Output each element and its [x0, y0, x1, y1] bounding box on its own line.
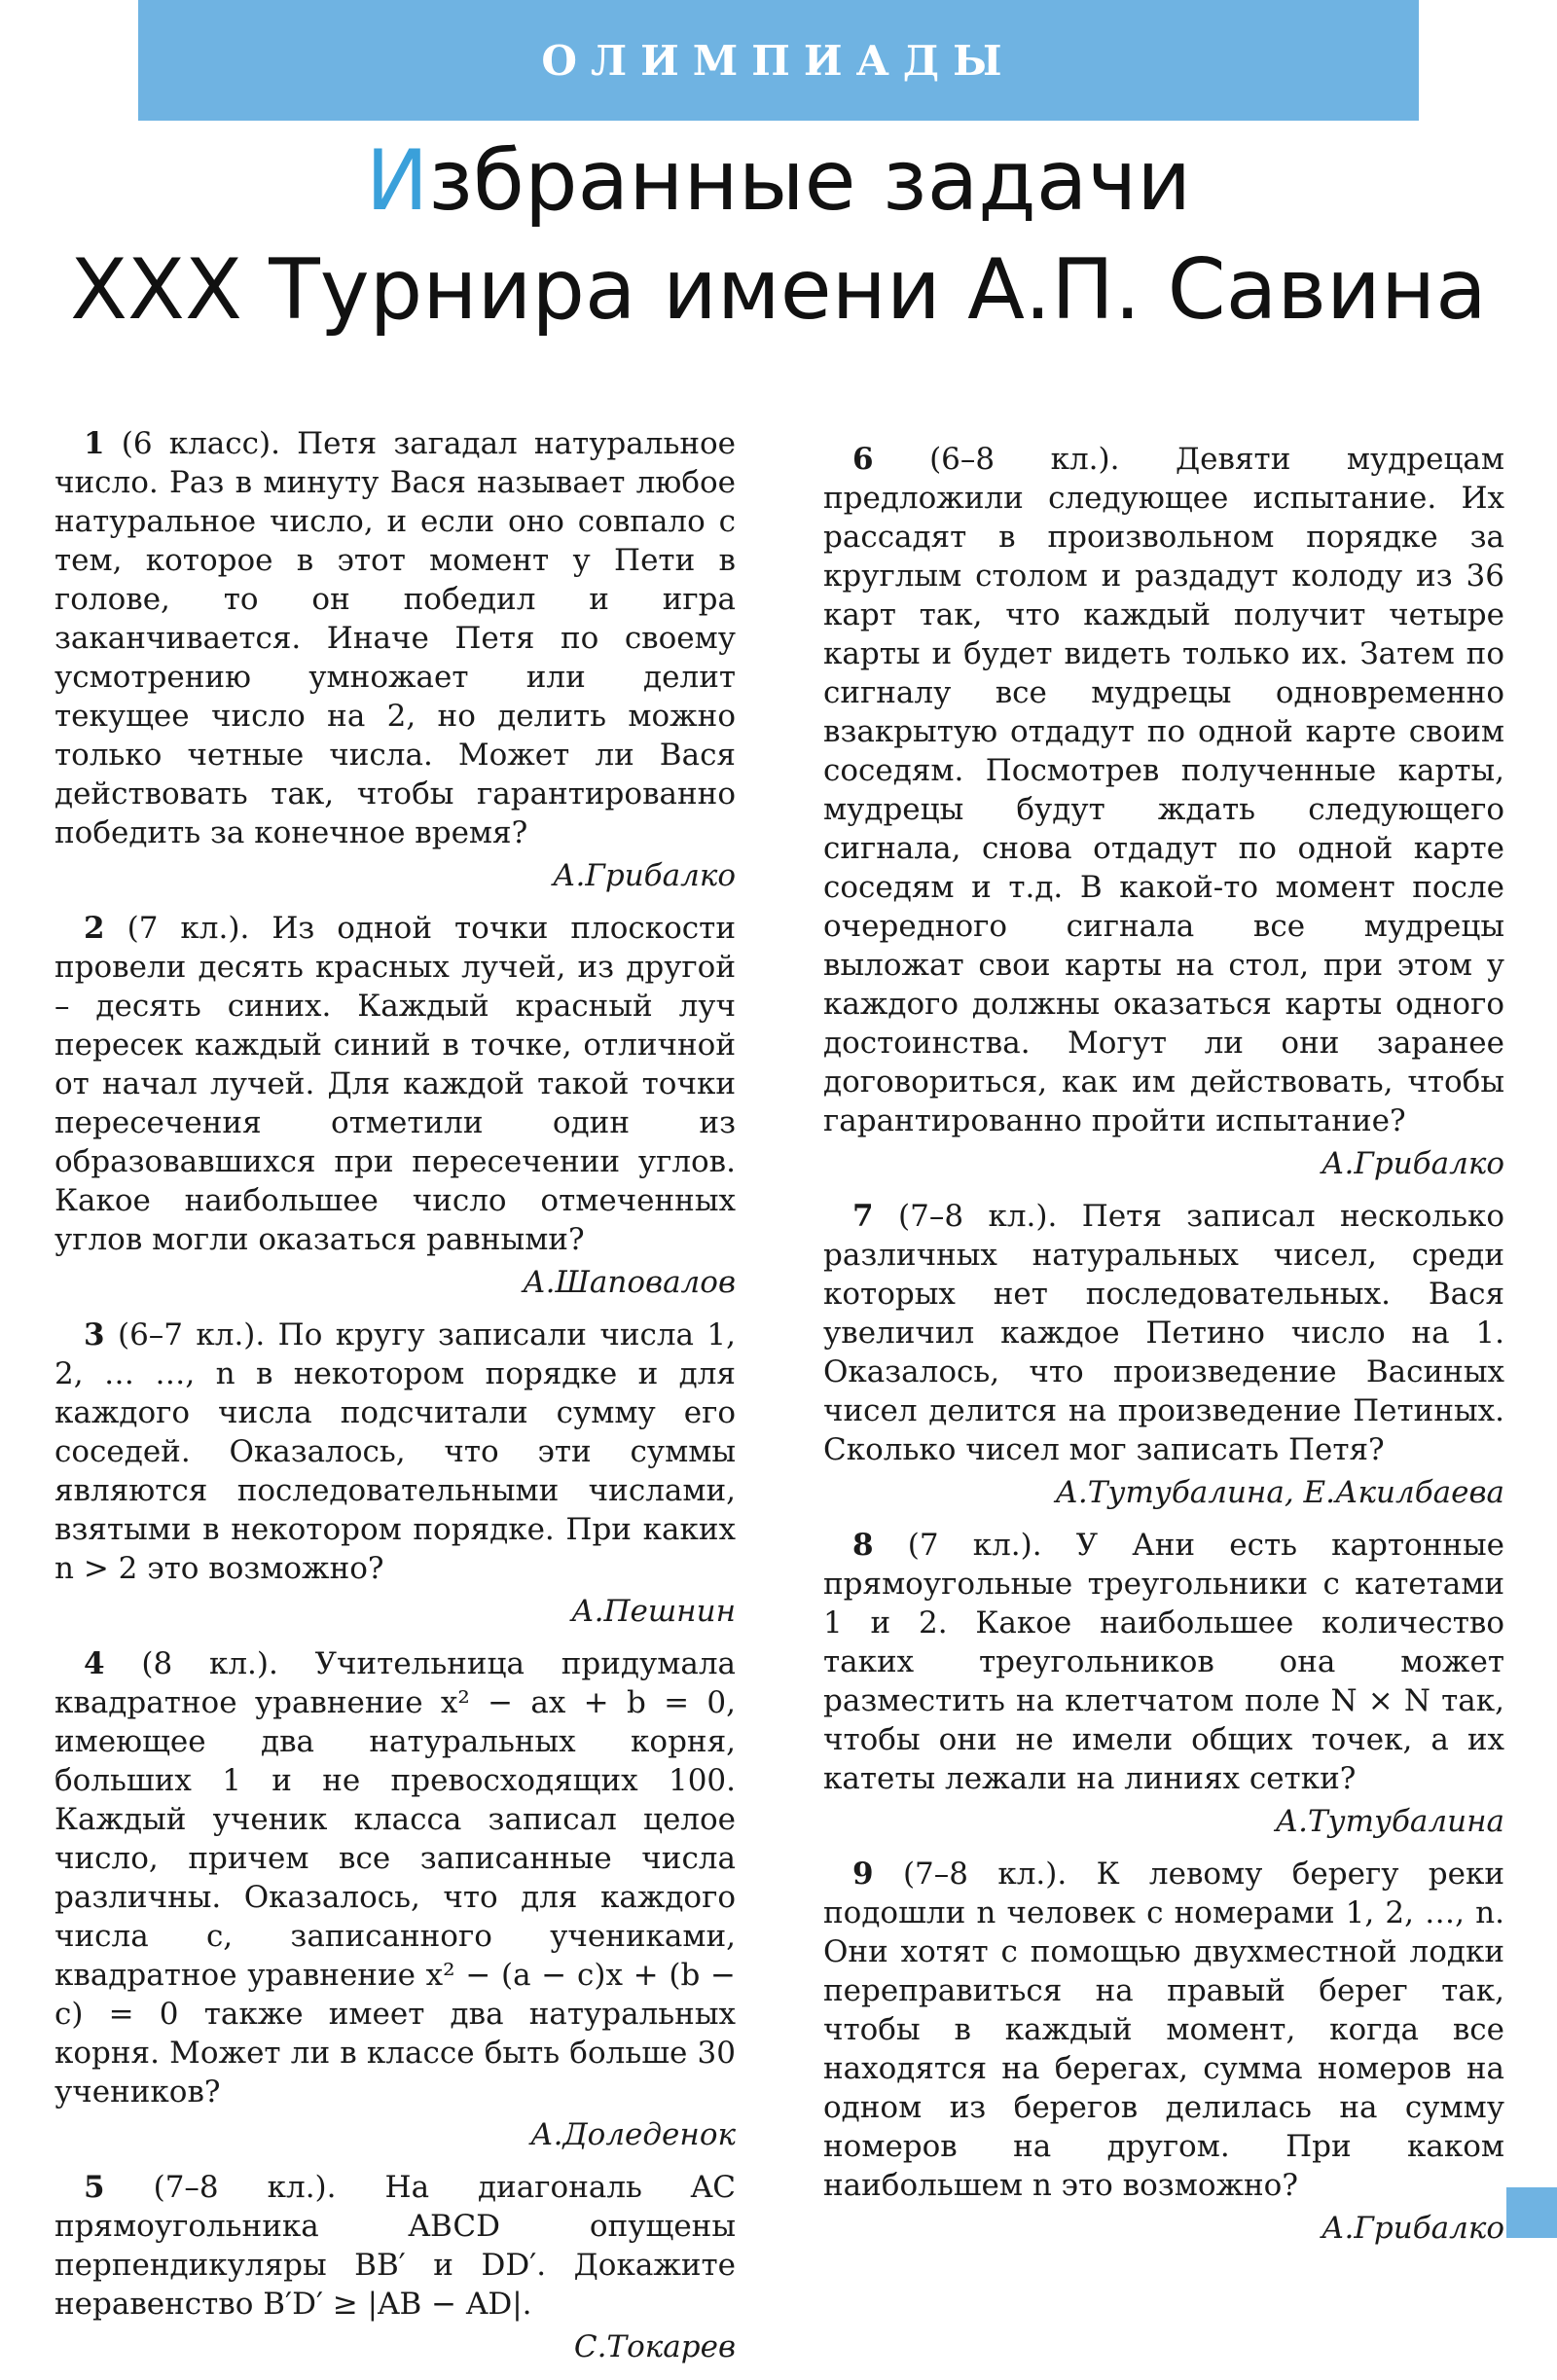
- problem-number: 5: [84, 2170, 105, 2205]
- problem-grade: (6–7 кл.).: [117, 1317, 266, 1352]
- problem-number: 8: [852, 1528, 874, 1563]
- problem-8: [823, 1526, 1504, 1841]
- problem-text: По кругу записали числа 1, 2, … …, n в некотором порядке и для каждого числа подсчитали сумму его соседей. Оказалось, что эти суммы являются последовательными числами, взятыми в некотором порядке. При каких n > 2 это возможно?: [54, 1317, 736, 1586]
- problem-grade: (8 кл.).: [141, 1646, 278, 1681]
- left-column: [54, 424, 736, 2380]
- problem-number: 3: [84, 1317, 105, 1352]
- problem-3: [54, 1316, 736, 1631]
- problem-number: 2: [84, 911, 105, 946]
- section-label: ОЛИМПИАДЫ: [541, 36, 1016, 85]
- problem-number: 1: [84, 426, 105, 461]
- problem-text: Петя записал несколько различных натуральных чисел, среди которых нет последовательных. Вася увеличил каждое Петино число на 1. Оказалось, что произведение Васиных чисел делится на произведение Петиных. Сколько чисел мог записать Петя?: [823, 1199, 1505, 1467]
- problem-4: [54, 1644, 736, 2154]
- problem-number: 4: [84, 1646, 105, 1681]
- problem-5: [54, 2168, 736, 2366]
- title-accent-letter: И: [365, 132, 429, 230]
- problem-text: К левому берегу реки подошли n человек с номерами 1, 2, …, n. Они хотят с помощью двухместной лодки переправиться на правый берег так, чтобы в каждый момент, когда все находятся на берегах, сумма номеров на одном из берегов делилась на сумму номеров на другом. При каком наибольшем n это возможно?: [823, 1857, 1505, 2203]
- problem-number: 9: [852, 1857, 874, 1892]
- problem-text: На диагональ AC прямоугольника ABCD опущены перпендикуляры BB′ и DD′. Докажите неравенство B′D′ ≥ |AB − AD|.: [54, 2170, 737, 2322]
- problem-grade: (7 кл.).: [907, 1528, 1042, 1563]
- problem-grade: (7–8 кл.).: [153, 2170, 337, 2205]
- title-line2: XXX Турнира имени А.П. Савина: [70, 241, 1487, 339]
- problem-text: У Ани есть картонные прямоугольные треугольники с катетами 1 и 2. Какое наибольшее количество таких треугольников она может разместить на клетчатом поле N × N так, чтобы они не имели общих точек, а их катеты лежали на линиях сетки?: [823, 1528, 1504, 1796]
- problem-number: 7: [852, 1199, 874, 1234]
- problem-grade: (7 кл.).: [127, 911, 250, 946]
- problem-author: А.Тутубалина: [1275, 1804, 1504, 1839]
- section-banner: [138, 0, 1419, 121]
- problem-grade: (6 класс).: [121, 426, 280, 461]
- problem-2: [54, 909, 736, 1302]
- problem-grade: (7–8 кл.).: [898, 1199, 1058, 1234]
- problem-grade: (7–8 кл.).: [902, 1857, 1068, 1892]
- problem-author: А.Шаповалов: [523, 1265, 736, 1300]
- problem-text: Петя загадал натуральное число. Раз в минуту Вася называет любое натуральное число, и если оно совпало с тем, которое в этот момент у Пети в голове, то он победил и игра заканчивается. Иначе Петя по своему усмотрению умножает или делит текущее число на 2, но делить можно только четные числа. Может ли Вася действовать так, чтобы гарантированно победить за конечное время?: [54, 426, 737, 850]
- problem-7: [823, 1197, 1504, 1512]
- problem-6: [823, 440, 1504, 1183]
- problem-author: А.Пешнин: [571, 1594, 736, 1629]
- corner-decoration: [1506, 2187, 1557, 2238]
- problem-author: С.Токарев: [573, 2329, 736, 2364]
- problem-text: Учительница придумала квадратное уравнение x² − ax + b = 0, имеющее два натуральных корня, больших 1 и не превосходящих 100. Каждый ученик класса записал целое число, причем все записанные числа различны. Оказалось, что для каждого числа c, записанного учениками, квадратное уравнение x² − (a − c)x + (b − c) = 0 также имеет два натуральных корня. Может ли в классе быть больше 30 учеников?: [54, 1646, 737, 2110]
- problem-author: А.Доледенок: [530, 2117, 736, 2152]
- problem-author: А.Грибалко: [1322, 1146, 1504, 1181]
- right-column: [823, 440, 1504, 2261]
- problem-author: А.Тутубалина, Е.Акилбаева: [1055, 1475, 1504, 1510]
- problem-author: А.Грибалко: [1322, 2211, 1504, 2246]
- page-title: [0, 126, 1557, 344]
- problem-author: А.Грибалко: [553, 858, 736, 893]
- problem-text: Из одной точки плоскости провели десять красных лучей, из другой – десять синих. Каждый красный луч пересек каждый синий в точке, отличной от начал лучей. Для каждой такой точки пересечения отметили один из образовавшихся при пересечении углов. Какое наибольшее число отмеченных углов могли оказаться равными?: [54, 911, 736, 1257]
- problem-number: 6: [852, 442, 874, 477]
- problem-text: Девяти мудрецам предложили следующее испытание. Их рассадят в произвольном порядке за круглым столом и раздадут колоду из 36 карт так, что каждый получит четыре карты и будет видеть только их. Затем по сигналу все мудрецы одновременно взакрытую отдадут по одной карте своим соседям. Посмотрев полученные карты, мудрецы будут ждать следующего сигнала, снова отдадут по одной карте соседям и т.д. В какой-то момент после очередного сигнала все мудрецы выложат свои карты на стол, при этом у каждого должны оказаться карты одного достоинства. Могут ли они заранее договориться, как им действовать, чтобы гарантированно пройти испытание?: [823, 442, 1505, 1138]
- problem-grade: (6–8 кл.).: [929, 442, 1120, 477]
- problem-1: [54, 424, 736, 895]
- title-line1: збранные задачи: [428, 132, 1192, 230]
- problem-9: [823, 1855, 1504, 2248]
